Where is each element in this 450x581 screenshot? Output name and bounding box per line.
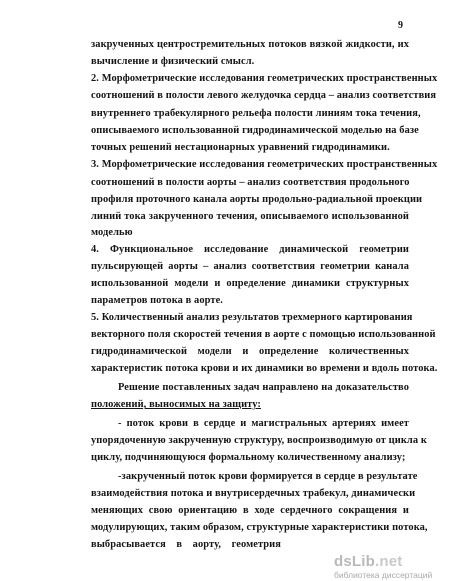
text-line: Решение поставленных задач направлено на доказательство xyxy=(118,382,409,393)
section-heading: положений, выносимых на защиту: xyxy=(91,399,261,410)
watermark-logo-tld: .net xyxy=(375,553,403,570)
text-line: выбрасывается в аорту, геометрия xyxy=(91,539,281,550)
dslib-watermark xyxy=(334,553,450,581)
text-line: модулирующих, таким образом, структурные характеристики потока, xyxy=(91,522,428,533)
text-line: параметров потока в аорте. xyxy=(91,295,223,306)
watermark-subtitle: библиотека диссертаций xyxy=(334,570,433,580)
text-line: циклу, подчиняющуюся формальному количественному анализу; xyxy=(91,452,406,463)
text-line: линий тока закрученного течения, описываемого использованной xyxy=(91,211,409,222)
text-line: моделью xyxy=(91,227,133,238)
watermark-logo xyxy=(334,553,402,570)
text-line: вычисление и физический смысл. xyxy=(91,56,255,67)
text-line: закрученных центростремительных потоков вязкой жидкости, их xyxy=(91,39,409,50)
text-line: упорядоченную закрученную структуру, воспроизводимую от цикла к xyxy=(91,435,427,446)
text-line: внутреннего трабекулярного рельефа полости линиям тока течения, xyxy=(91,108,421,119)
text-line: векторного поля скоростей течения в аорте с помощью использованной xyxy=(91,329,436,340)
text-line: гидродинамической модели и определение количественных xyxy=(91,346,409,357)
text-line: - поток крови в сердце и магистральных артериях имеет xyxy=(118,418,409,429)
text-line: 2. Морфометрические исследования геометрических пространственных xyxy=(91,73,438,84)
text-line: пульсирующей аорты – анализ соответствия геометрии канала xyxy=(91,261,409,272)
text-line: 5. Количественный анализ результатов трехмерного картирования xyxy=(91,312,413,323)
watermark-logo-main: dsLib xyxy=(334,553,375,570)
text-line: описываемого использованной гидродинамической моделью на базе xyxy=(91,125,419,136)
text-line: -закрученный поток крови формируется в сердце в результате xyxy=(118,471,418,482)
text-line: характеристик потока крови и их динамики во времени и вдоль потока. xyxy=(91,363,438,374)
text-line: меняющих свою ориентацию в ходе сердечного сокращения и xyxy=(91,505,409,516)
page-number: 9 xyxy=(398,20,403,31)
text-line: профиля проточного канала аорты продольно-радиальной проекции xyxy=(91,194,423,205)
text-line: 4. Функциональное исследование динамической геометрии xyxy=(91,244,409,255)
text-line: взаимодействия потока и внутрисердечных трабекул, динамически xyxy=(91,488,416,499)
text-line: использованной модели и определение динамики структурных xyxy=(91,278,409,289)
text-line: точных решений нестационарных уравнений гидродинамики. xyxy=(91,142,390,153)
text-line: соотношений в полости левого желудочка сердца – анализ соответствия xyxy=(91,90,437,101)
text-line: соотношений в полости аорты – анализ соответствия продольного xyxy=(91,177,410,188)
text-line: 3. Морфометрические исследования геометрических пространственных xyxy=(91,159,438,170)
